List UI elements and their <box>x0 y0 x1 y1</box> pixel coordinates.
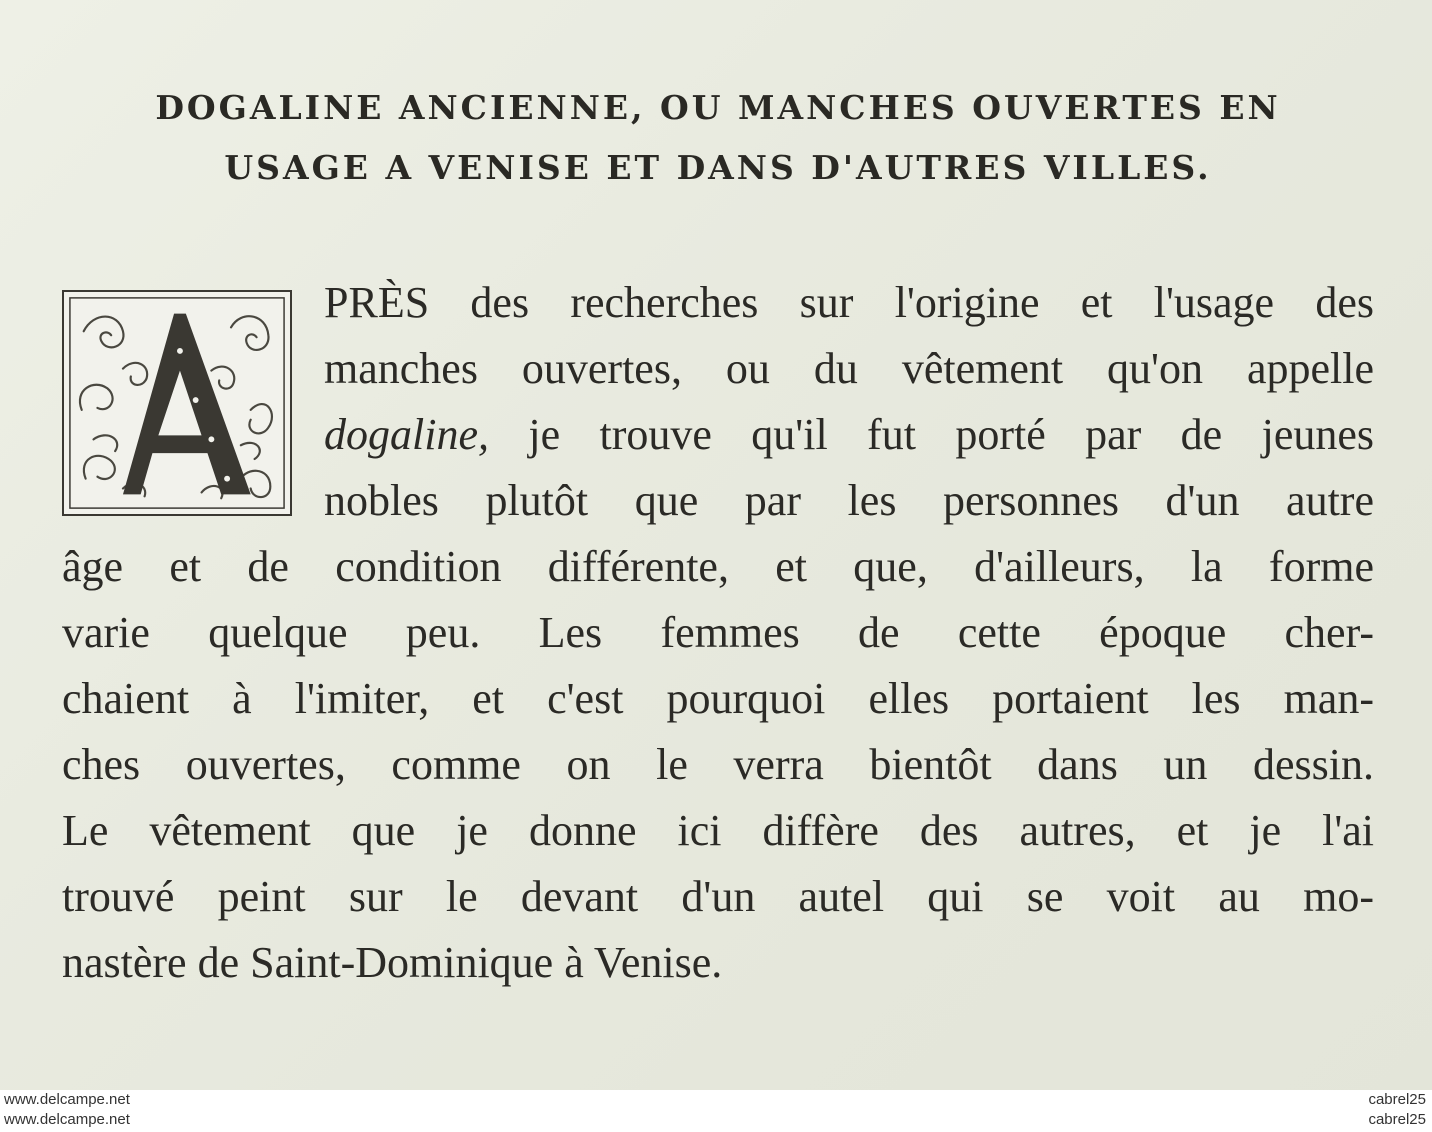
body-line-5: âge et de condition différente, et que, d'ailleurs, la forme <box>62 542 1374 591</box>
ornamental-dropcap <box>62 290 292 516</box>
body-line-1: PRÈS des recherches sur l'origine et l'usage des <box>324 278 1374 327</box>
body-line-11: nastère de Saint-Dominique à Venise. <box>62 938 723 987</box>
italic-term-dogaline: dogaline, <box>324 410 489 459</box>
body-line-3 <box>324 402 1374 468</box>
body-line-9: Le vêtement que je donne ici diffère des autres, et je l'ai <box>62 806 1374 855</box>
heading-line-2: USAGE A VENISE ET DANS D'AUTRES VILLES. <box>224 148 1212 187</box>
watermark-seller-2[interactable]: cabrel25 <box>1368 1111 1426 1128</box>
body-line-4: nobles plutôt que par les personnes d'un autre <box>324 476 1374 525</box>
dropcap-ornament-icon <box>64 292 290 514</box>
body-line-8: ches ouvertes, comme on le verra bientôt dans un dessin. <box>62 740 1374 789</box>
body-line-2: manches ouvertes, ou du vêtement qu'on appelle <box>324 344 1374 393</box>
text-block <box>62 0 1374 987</box>
chapter-heading <box>62 0 1374 198</box>
body-line-10: trouvé peint sur le devant d'un autel qui se voit au mo- <box>62 872 1374 921</box>
body-line-6: varie quelque peu. Les femmes de cette époque cher- <box>62 608 1374 657</box>
watermark-bar <box>0 1090 1432 1132</box>
heading-line-1: DOGALINE ANCIENNE, OU MANCHES OUVERTES EN <box>155 88 1281 127</box>
watermark-site-2[interactable]: www.delcampe.net <box>4 1111 130 1128</box>
watermark-site-1[interactable]: www.delcampe.net <box>4 1091 130 1108</box>
body-line-7: chaient à l'imiter, et c'est pourquoi elles portaient les man- <box>62 674 1374 723</box>
watermark-seller-1[interactable]: cabrel25 <box>1368 1091 1426 1108</box>
body-line-3-rest: je trouve qu'il fut porté par de jeunes <box>488 410 1374 459</box>
